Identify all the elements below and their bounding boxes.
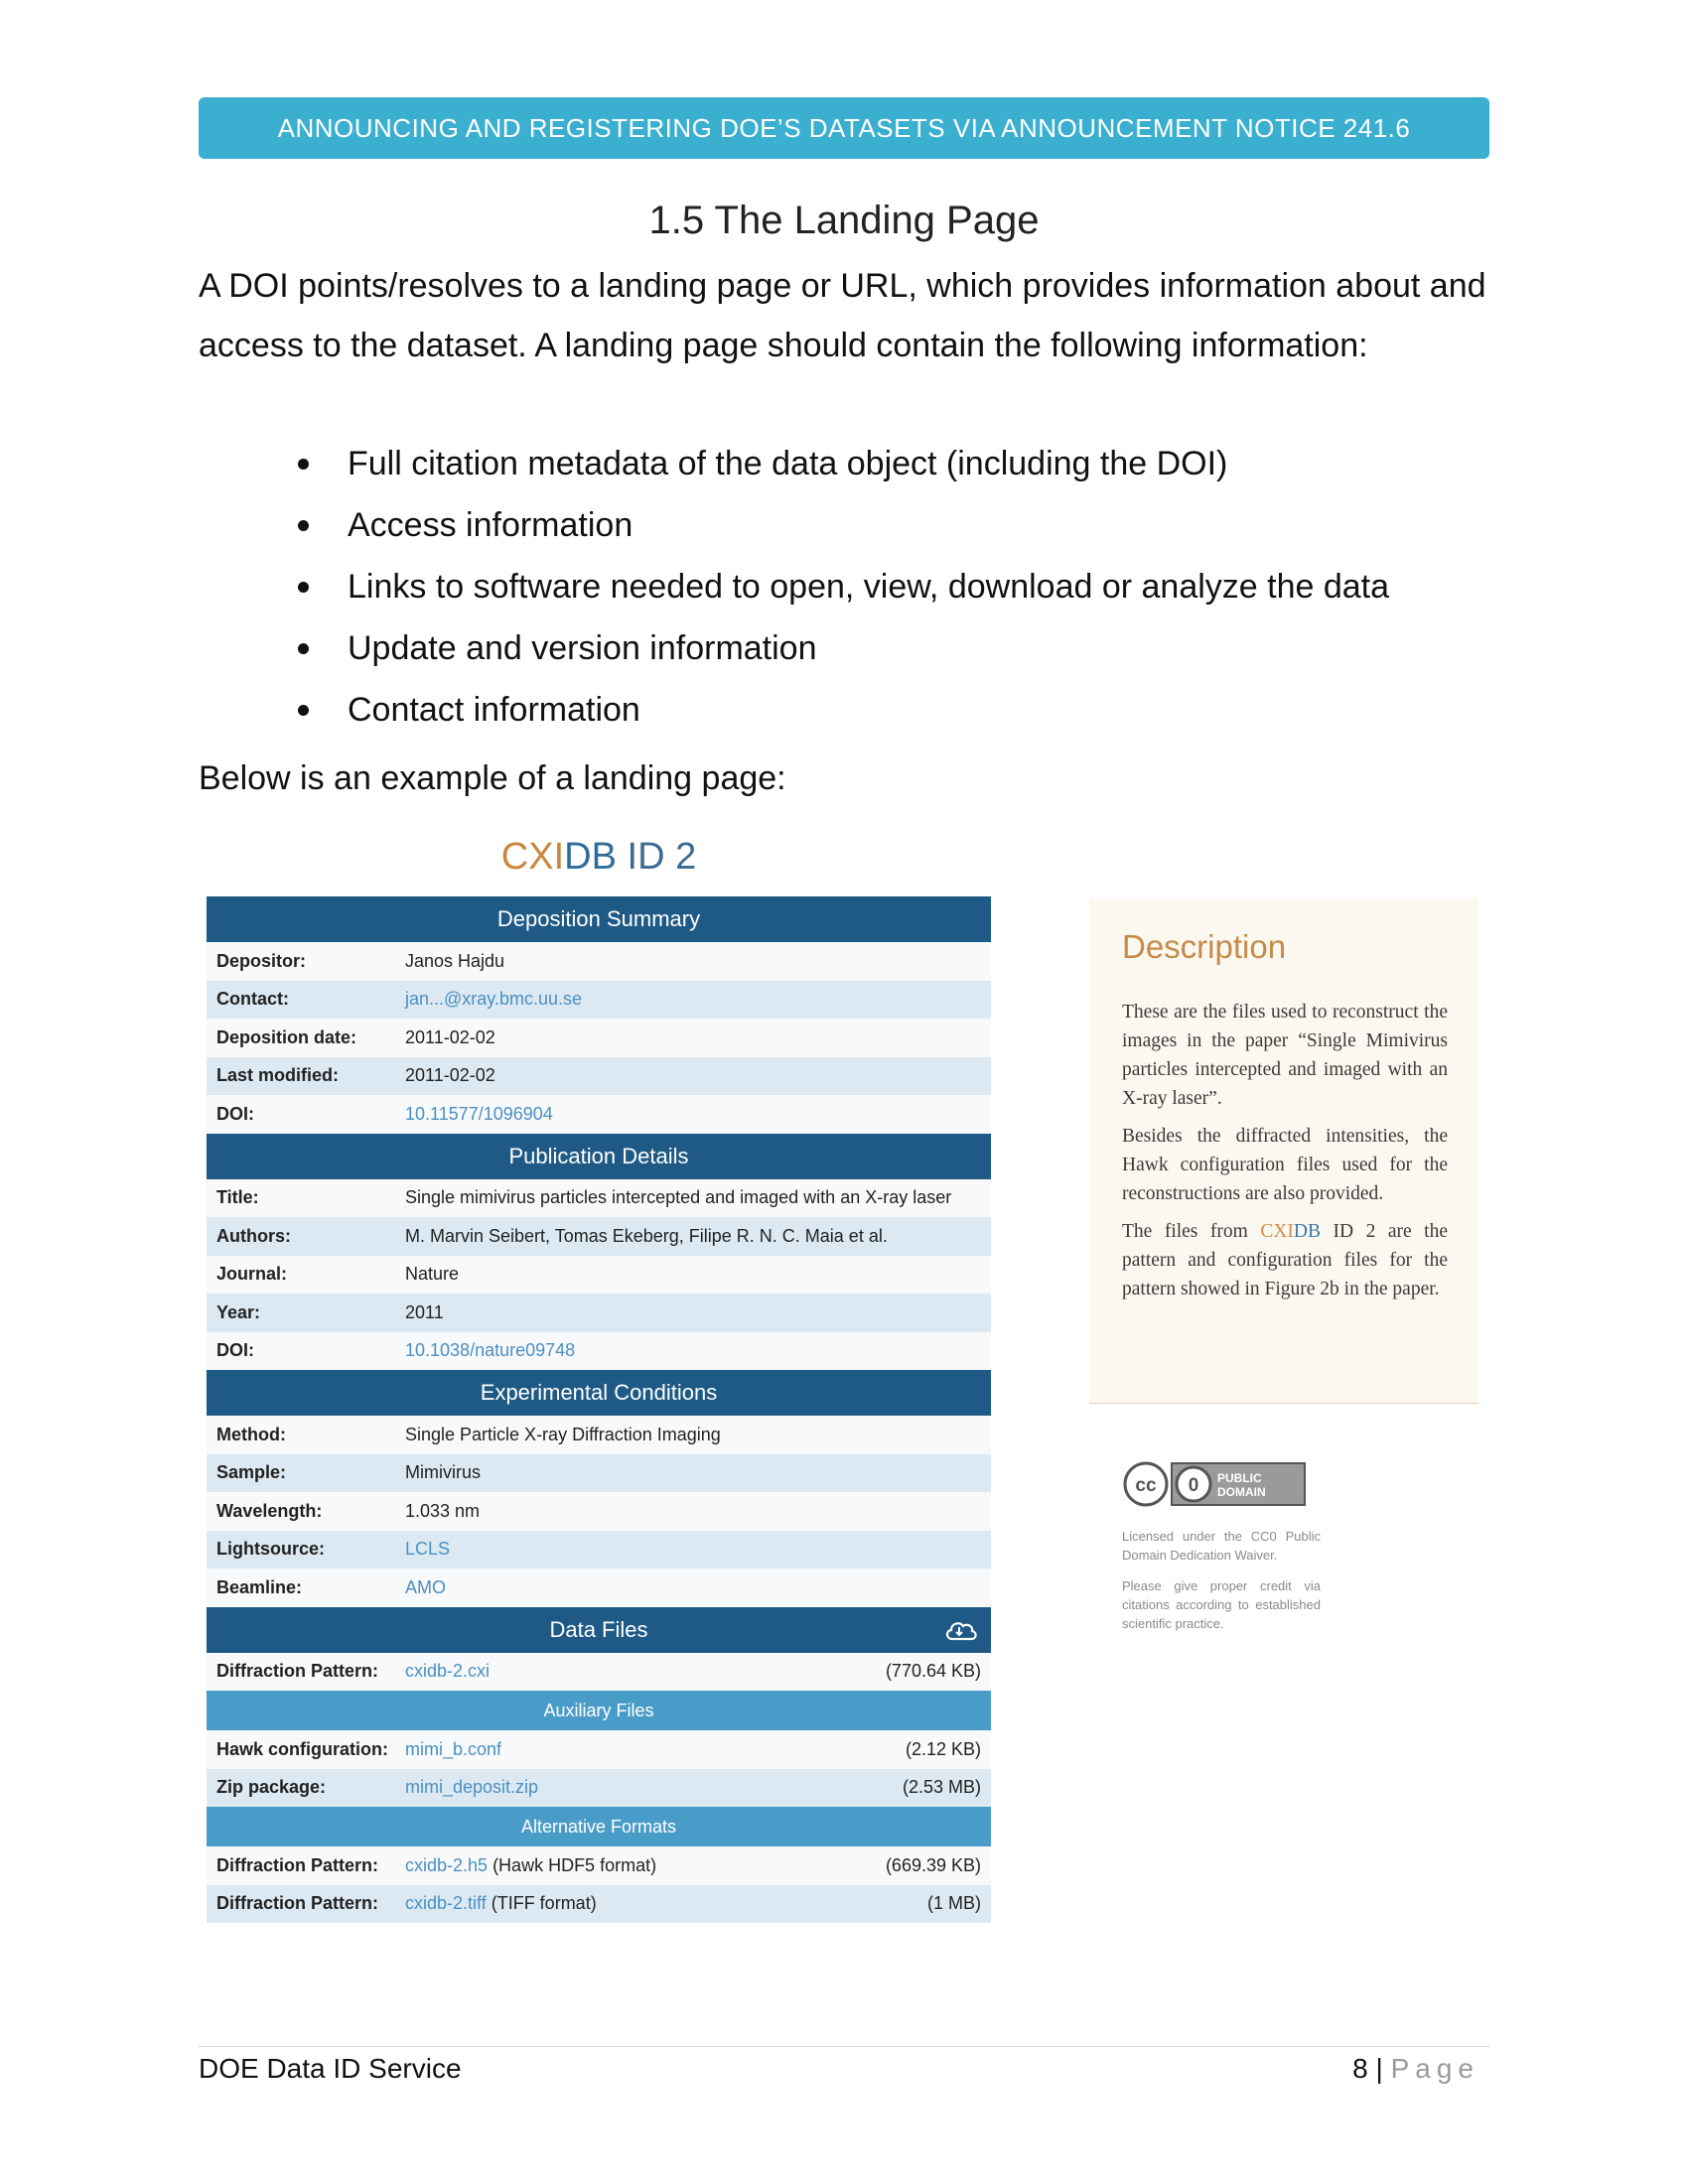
page-number: 8 | Page [1352,2053,1479,2084]
table-row: Depositor: Janos Hajdu [207,942,991,981]
requirements-list [298,433,1389,741]
alternative-formats-header: Alternative Formats [207,1807,991,1846]
publication-details-header: Publication Details [207,1134,991,1179]
contact-link[interactable]: jan...@xray.bmc.uu.se [405,989,583,1010]
deposition-summary-header: Deposition Summary [207,896,991,942]
table-row: Journal: Nature [207,1256,991,1295]
cc0-license-badge[interactable] [1122,1459,1307,1509]
lightsource-link[interactable]: LCLS [405,1539,451,1560]
table-row: DOI: 10.11577/1096904 [207,1095,991,1134]
intro-paragraph: A DOI points/resolves to a landing page or URL, which provides information about and access to the dataset. A landing page should contain the following information: [199,267,1486,364]
list-item: Contact information [298,679,1389,741]
doi-link[interactable]: 10.11577/1096904 [405,1103,553,1124]
publication-doi-link[interactable]: 10.1038/nature09748 [405,1340,576,1361]
svg-text:PUBLIC: PUBLIC [1217,1471,1262,1485]
table-row: Contact: jan...@xray.bmc.uu.se [207,981,991,1020]
table-row: Hawk configuration: mimi_b.conf (2.12 KB) [207,1730,991,1769]
svg-text:0: 0 [1188,1475,1199,1496]
list-item: Links to software needed to open, view, download or analyze the data [298,556,1389,617]
table-row: Diffraction Pattern: cxidb-2.tiff (TIFF format) (1 MB) [207,1885,991,1924]
table-row: Diffraction Pattern: cxidb-2.h5 (Hawk HDF5 format) (669.39 KB) [207,1846,991,1885]
footer-title: DOE Data ID Service [199,2053,462,2084]
file-link[interactable]: cxidb-2.h5 [405,1854,489,1875]
landing-title: CXIDB ID 2 [500,836,697,878]
file-link[interactable]: mimi_b.conf [405,1738,502,1759]
landing-metadata-card [207,896,991,1923]
beamline-link[interactable]: AMO [405,1576,447,1597]
file-link[interactable]: mimi_deposit.zip [405,1777,539,1798]
table-row: Year: 2011 [207,1294,991,1332]
data-files-header: Data Files [207,1607,991,1653]
table-row: Last modified: 2011-02-02 [207,1057,991,1096]
section-heading: 1.5 The Landing Page [648,199,1040,242]
description-paragraph: Besides the diffracted intensities, the Hawk configuration files used for the reconstructions are also provided. [1122,1126,1448,1204]
table-row: Beamline: AMO [207,1569,991,1607]
experimental-conditions-header: Experimental Conditions [207,1370,991,1416]
description-panel [1089,898,1478,1404]
table-row: Zip package: mimi_deposit.zip (2.53 MB) [207,1769,991,1808]
description-paragraph: The files from CXIDB ID 2 are the pattern and configuration files for the pattern showed in Figure 2b in the paper. [1122,1221,1449,1299]
table-row: Deposition date: 2011-02-02 [207,1019,991,1057]
header-banner: ANNOUNCING AND REGISTERING DOE’S DATASETS VIA ANNOUNCEMENT NOTICE 241.6 [199,97,1489,159]
table-row: Method: Single Particle X-ray Diffraction Imaging [207,1416,991,1454]
list-item: Access information [298,494,1389,556]
example-intro: Below is an example of a landing page: [199,759,786,797]
svg-text:cc: cc [1135,1475,1157,1496]
svg-text:DOMAIN: DOMAIN [1217,1485,1266,1499]
table-row: DOI: 10.1038/nature09748 [207,1332,991,1371]
table-row: Diffraction Pattern: cxidb-2.cxi (770.64 KB) [207,1653,991,1692]
table-row: Sample: Mimivirus [207,1454,991,1493]
description-title: Description [1122,928,1287,965]
table-row: Authors: M. Marvin Seibert, Tomas Ekeberg, Filipe R. N. C. Maia et al. [207,1217,991,1256]
table-row: Wavelength: 1.033 nm [207,1492,991,1531]
list-item: Update and version information [298,617,1389,679]
list-item: Full citation metadata of the data object (including the DOI) [298,433,1389,494]
cloud-download-icon[interactable] [943,1617,979,1643]
file-link[interactable]: cxidb-2.tiff [405,1893,487,1914]
auxiliary-files-header: Auxiliary Files [207,1691,991,1730]
table-row: Title: Single mimivirus particles intercepted and imaged with an X-ray laser [207,1179,991,1218]
footer-divider [199,2046,1489,2047]
table-row: Lightsource: LCLS [207,1531,991,1570]
file-link[interactable]: cxidb-2.cxi [405,1661,491,1682]
license-text: Licensed under the CC0 Public Domain Dedication Waiver. Please give proper credit via citations according to established scientific practice. [1122,1529,1321,1631]
description-paragraph: These are the files used to reconstruct the images in the paper “Single Mimivirus particles intercepted and imaged with an X-ray laser”. [1122,1002,1448,1109]
